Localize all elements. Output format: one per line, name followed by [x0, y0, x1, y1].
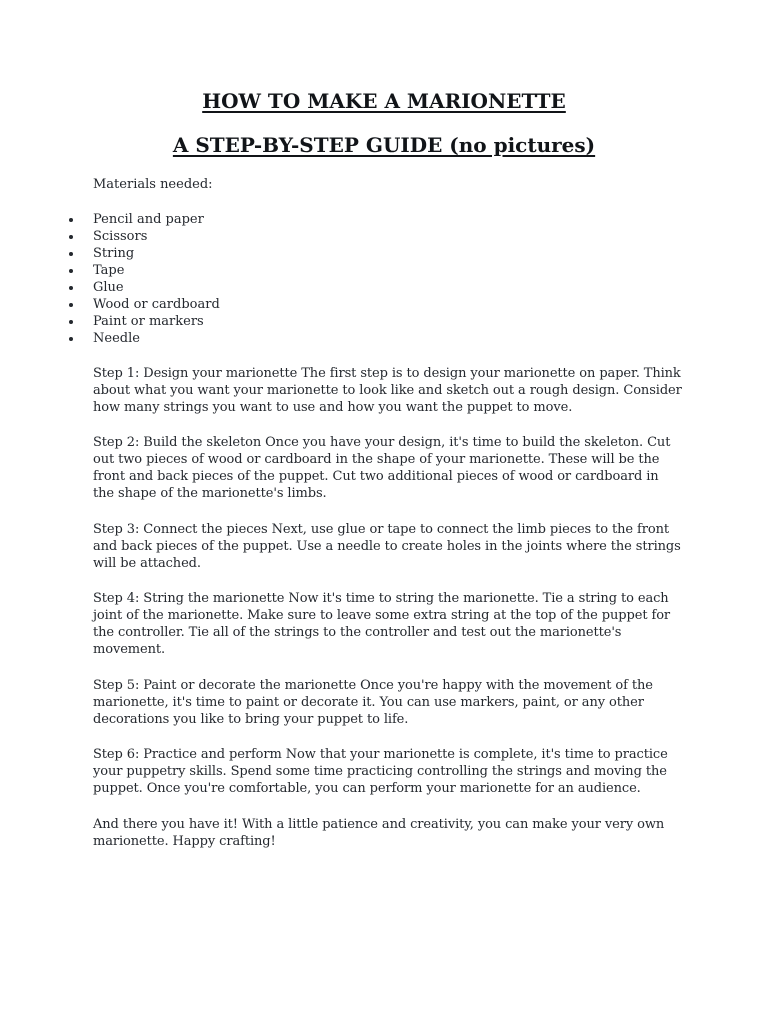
list-item	[0, 245, 220, 262]
bullet-icon	[69, 286, 73, 290]
step-5-paragraph: Step 5: Paint or decorate the marionette Once you're happy with the movement of the marionette, it's time to paint or decorate it. You can use markers, paint, or any other decorations you like to bring your puppet to life.	[93, 678, 653, 727]
list-item	[0, 262, 220, 279]
bullet-icon	[69, 320, 73, 324]
bullet-icon	[69, 337, 73, 341]
list-item-text: Needle	[93, 331, 140, 346]
list-item	[0, 279, 220, 296]
list-item	[0, 330, 220, 347]
list-item	[0, 313, 220, 330]
list-item-text: Wood or cardboard	[93, 297, 220, 312]
list-item-text: String	[93, 246, 135, 261]
bullet-icon	[69, 252, 73, 256]
step-4-paragraph: Step 4: String the marionette Now it's time to string the marionette. Tie a string to each joint of the marionette. Make sure to leave some extra string at the top of the puppet for the controller. Tie all of the strings to the controller and test out the marionette's movement.	[93, 591, 671, 657]
list-item-text: Glue	[93, 280, 124, 295]
materials-label: Materials needed:	[93, 177, 213, 192]
step-6-paragraph: Step 6: Practice and perform Now that your marionette is complete, it's time to practice your puppetry skills. Spend some time practicing controlling the strings and moving the puppet. Once you're comfortable, you can perform your marionette for an audience.	[93, 747, 668, 796]
document-title: HOW TO MAKE A MARIONETTE	[202, 89, 566, 113]
list-item-text: Pencil and paper	[93, 212, 204, 227]
list-item	[0, 228, 220, 245]
list-item	[0, 296, 220, 313]
list-item-text: Tape	[93, 263, 125, 278]
step-1-paragraph: Step 1: Design your marionette The first step is to design your marionette on paper. Think about what you want your marionette to look like and sketch out a rough design. Consider how many strings you want to use and how you want the puppet to move.	[93, 366, 682, 415]
bullet-icon	[69, 218, 73, 222]
list-item-text: Paint or markers	[93, 314, 204, 329]
document-subtitle: A STEP-BY-STEP GUIDE (no pictures)	[172, 133, 596, 157]
materials-list	[0, 211, 220, 347]
step-3-paragraph: Step 3: Connect the pieces Next, use glue or tape to connect the limb pieces to the front and back pieces of the puppet. Use a needle to create holes in the joints where the strings will be attached.	[93, 522, 681, 571]
closing-paragraph: And there you have it! With a little patience and creativity, you can make your very own marionette. Happy crafting!	[93, 817, 665, 849]
list-item	[0, 211, 220, 228]
bullet-icon	[69, 235, 73, 239]
bullet-icon	[69, 269, 73, 273]
bullet-icon	[69, 303, 73, 307]
list-item-text: Scissors	[93, 229, 148, 244]
step-2-paragraph: Step 2: Build the skeleton Once you have your design, it's time to build the skeleton. Cut out two pieces of wood or cardboard in the shape of your marionette. These will be the front and back pieces of the puppet. Cut two additional pieces of wood or cardboard in the shape of the marionette's limbs.	[93, 435, 671, 501]
